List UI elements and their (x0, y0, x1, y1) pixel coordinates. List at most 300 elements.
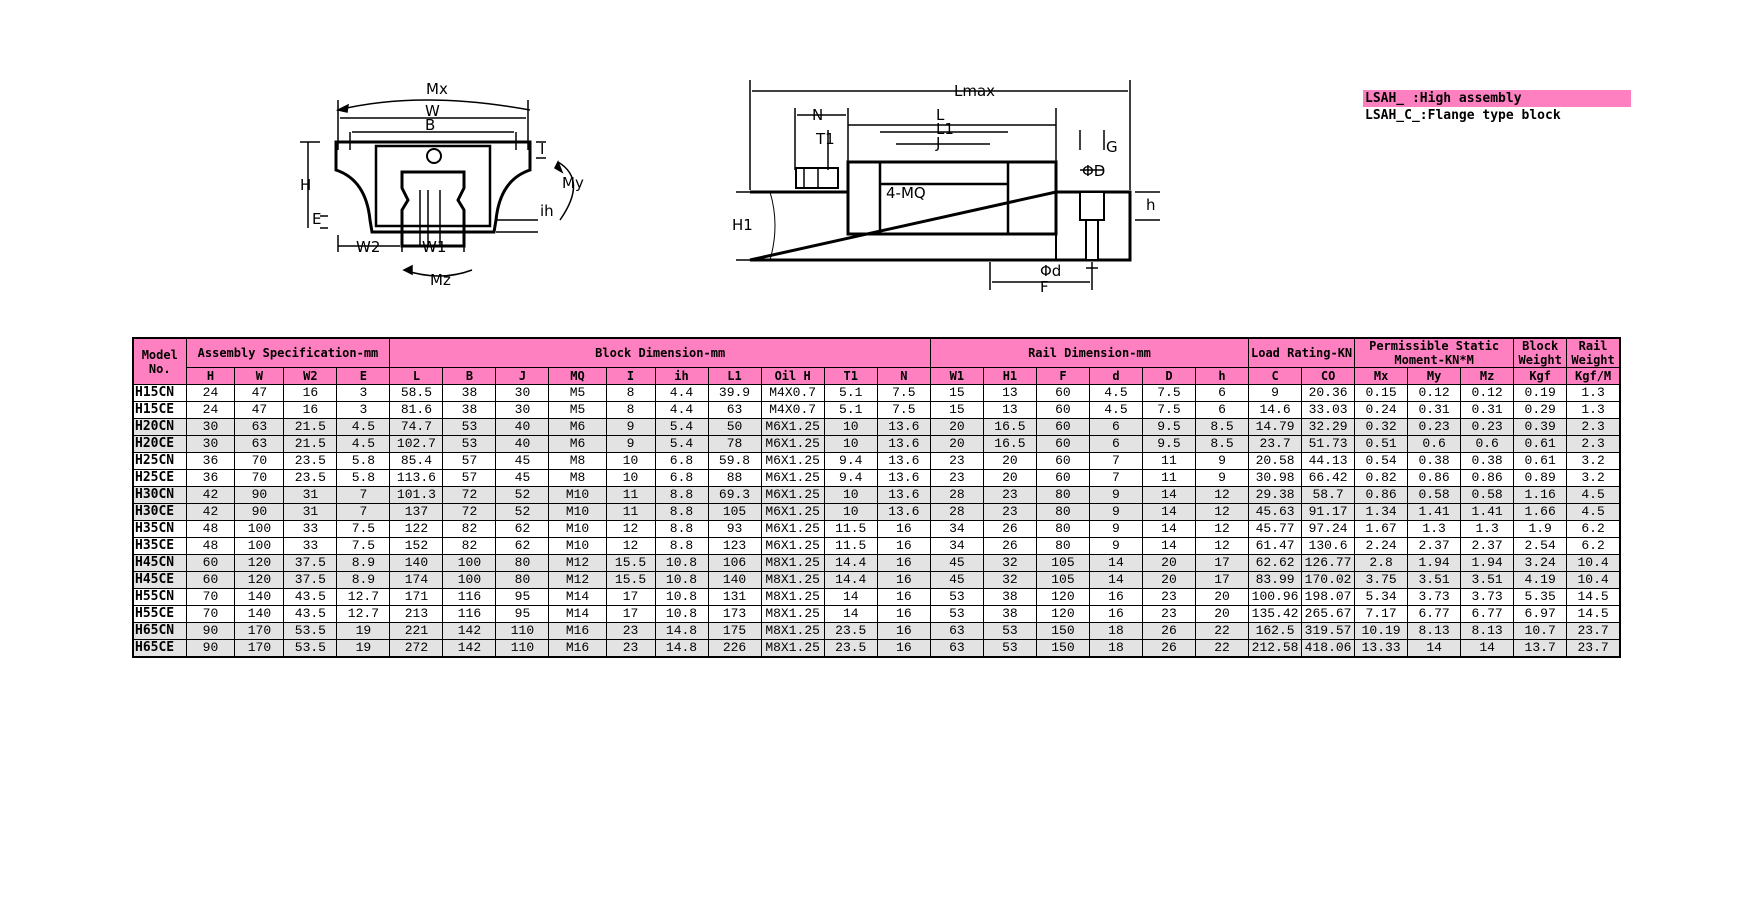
value-cell: 0.89 (1514, 470, 1567, 487)
value-cell: 6.77 (1461, 606, 1514, 623)
i-label: I (540, 140, 545, 158)
value-cell: 0.54 (1355, 453, 1408, 470)
value-cell: 37.5 (284, 572, 337, 589)
value-cell: 45.77 (1249, 521, 1302, 538)
value-cell: 45 (930, 555, 983, 572)
value-cell: 52 (496, 487, 549, 504)
value-cell: 140 (235, 606, 284, 623)
column-header: E (337, 368, 390, 385)
value-cell: M6 (549, 419, 606, 436)
value-cell: 6.97 (1514, 606, 1567, 623)
value-cell: 3.24 (1514, 555, 1567, 572)
value-cell: 11.5 (824, 538, 877, 555)
value-cell: 0.38 (1408, 453, 1461, 470)
value-cell: 14 (1089, 555, 1142, 572)
value-cell: 1.67 (1355, 521, 1408, 538)
value-cell: 48 (186, 521, 235, 538)
value-cell: M8 (549, 453, 606, 470)
value-cell: 142 (443, 640, 496, 658)
value-cell: 0.31 (1461, 402, 1514, 419)
value-cell: 26 (1142, 623, 1195, 640)
value-cell: 2.24 (1355, 538, 1408, 555)
column-header: d (1089, 368, 1142, 385)
value-cell: 123 (708, 538, 761, 555)
value-cell: 60 (186, 555, 235, 572)
value-cell: 80 (496, 555, 549, 572)
value-cell: 135.42 (1249, 606, 1302, 623)
f-label: F (1040, 278, 1049, 296)
value-cell: 69.3 (708, 487, 761, 504)
value-cell: 13 (983, 402, 1036, 419)
model-cell: H15CE (133, 402, 186, 419)
value-cell: 10.4 (1567, 555, 1620, 572)
value-cell: M6 (549, 436, 606, 453)
value-cell: 40 (496, 436, 549, 453)
model-cell: H55CN (133, 589, 186, 606)
value-cell: 5.8 (337, 470, 390, 487)
value-cell: 6.8 (655, 470, 708, 487)
mz-label: Mz (430, 271, 451, 289)
value-cell: 47 (235, 385, 284, 402)
model-cell: H65CE (133, 640, 186, 658)
table-row (133, 402, 1620, 419)
value-cell: 30 (496, 385, 549, 402)
value-cell: 0.31 (1408, 402, 1461, 419)
legend-line-flange-block: LSAH_C_:Flange type block (1365, 108, 1561, 123)
value-cell: 100 (235, 538, 284, 555)
value-cell: 14 (1142, 521, 1195, 538)
value-cell: 7.5 (1142, 402, 1195, 419)
value-cell: 62 (496, 521, 549, 538)
value-cell: 1.94 (1461, 555, 1514, 572)
column-header: W (235, 368, 284, 385)
column-header: Mx (1355, 368, 1408, 385)
value-cell: 102.7 (390, 436, 443, 453)
value-cell: 43.5 (284, 606, 337, 623)
specification-table (132, 337, 1621, 658)
value-cell: 6 (1195, 402, 1248, 419)
model-cell: H65CN (133, 623, 186, 640)
value-cell: 70 (235, 453, 284, 470)
value-cell: 7.5 (877, 385, 930, 402)
value-cell: 20 (1195, 589, 1248, 606)
value-cell: M10 (549, 504, 606, 521)
value-cell: 105 (1036, 555, 1089, 572)
value-cell: 120 (235, 555, 284, 572)
value-cell: 1.94 (1408, 555, 1461, 572)
value-cell: 10.8 (655, 589, 708, 606)
value-cell: 9 (1089, 538, 1142, 555)
value-cell: 106 (708, 555, 761, 572)
value-cell: 42 (186, 487, 235, 504)
value-cell: 12 (1195, 504, 1248, 521)
value-cell: 23 (1142, 606, 1195, 623)
value-cell: 8.5 (1195, 419, 1248, 436)
value-cell: 221 (390, 623, 443, 640)
value-cell: 20 (1142, 555, 1195, 572)
value-cell: 90 (235, 504, 284, 521)
value-cell: 93 (708, 521, 761, 538)
value-cell: 12 (1195, 521, 1248, 538)
value-cell: 14.5 (1567, 589, 1620, 606)
value-cell: 8.9 (337, 572, 390, 589)
e-label: E (312, 210, 322, 228)
value-cell: 12 (606, 521, 655, 538)
value-cell: 20 (983, 453, 1036, 470)
value-cell: 21.5 (284, 419, 337, 436)
value-cell: 7 (337, 487, 390, 504)
value-cell: 2.3 (1567, 436, 1620, 453)
value-cell: 3.51 (1461, 572, 1514, 589)
value-cell: 47 (235, 402, 284, 419)
value-cell: 101.3 (390, 487, 443, 504)
value-cell: 39.9 (708, 385, 761, 402)
value-cell: M6X1.25 (761, 504, 824, 521)
value-cell: 14.5 (1567, 606, 1620, 623)
mq-label: 4-MQ (886, 184, 926, 202)
value-cell: 9.5 (1142, 419, 1195, 436)
column-header: F (1036, 368, 1089, 385)
value-cell: 31 (284, 504, 337, 521)
value-cell: 72 (443, 487, 496, 504)
value-cell: 14 (824, 589, 877, 606)
value-cell: 10 (606, 470, 655, 487)
value-cell: 24 (186, 402, 235, 419)
value-cell: 91.17 (1302, 504, 1355, 521)
value-cell: 0.58 (1461, 487, 1514, 504)
value-cell: 13 (983, 385, 1036, 402)
value-cell: 53.5 (284, 623, 337, 640)
value-cell: 162.5 (1249, 623, 1302, 640)
value-cell: 6 (1195, 385, 1248, 402)
value-cell: 11.5 (824, 521, 877, 538)
value-cell: M10 (549, 521, 606, 538)
value-cell: 0.24 (1355, 402, 1408, 419)
model-cell: H45CN (133, 555, 186, 572)
value-cell: 12 (1195, 538, 1248, 555)
value-cell: 10.8 (655, 572, 708, 589)
ih-label: ih (540, 202, 554, 220)
value-cell: 37.5 (284, 555, 337, 572)
legend (1363, 90, 1631, 124)
value-cell: 20 (1142, 572, 1195, 589)
front-view-drawing (300, 70, 620, 330)
value-cell: 60 (186, 572, 235, 589)
value-cell: 0.61 (1514, 436, 1567, 453)
value-cell: 95 (496, 606, 549, 623)
column-header: B (443, 368, 496, 385)
value-cell: 97.24 (1302, 521, 1355, 538)
value-cell: 2.54 (1514, 538, 1567, 555)
value-cell: 0.86 (1461, 470, 1514, 487)
column-header: L1 (708, 368, 761, 385)
value-cell: 4.5 (1089, 385, 1142, 402)
value-cell: 10.19 (1355, 623, 1408, 640)
value-cell: 0.61 (1514, 453, 1567, 470)
value-cell: 58.5 (390, 385, 443, 402)
value-cell: 20 (983, 470, 1036, 487)
value-cell: M6X1.25 (761, 453, 824, 470)
value-cell: 12 (1195, 487, 1248, 504)
value-cell: 60 (1036, 402, 1089, 419)
value-cell: 50 (708, 419, 761, 436)
value-cell: 10.4 (1567, 572, 1620, 589)
value-cell: 53 (443, 436, 496, 453)
column-header: J (496, 368, 549, 385)
value-cell: 14.8 (655, 623, 708, 640)
value-cell: 131 (708, 589, 761, 606)
value-cell: 23 (930, 470, 983, 487)
value-cell: 63 (235, 436, 284, 453)
value-cell: 226 (708, 640, 761, 658)
value-cell: 120 (235, 572, 284, 589)
value-cell: 13.33 (1355, 640, 1408, 658)
value-cell: 63 (930, 640, 983, 658)
value-cell: 3.73 (1461, 589, 1514, 606)
value-cell: 319.57 (1302, 623, 1355, 640)
side-view-drawing (732, 70, 1160, 300)
value-cell: 32 (983, 572, 1036, 589)
value-cell: 0.12 (1408, 385, 1461, 402)
value-cell: 16 (1089, 589, 1142, 606)
value-cell: 21.5 (284, 436, 337, 453)
value-cell: 13.6 (877, 470, 930, 487)
value-cell: 120 (1036, 589, 1089, 606)
value-cell: 38 (443, 385, 496, 402)
column-header: Oil H (761, 368, 824, 385)
value-cell: 48 (186, 538, 235, 555)
model-cell: H20CN (133, 419, 186, 436)
value-cell: 33 (284, 538, 337, 555)
value-cell: 17 (606, 589, 655, 606)
value-cell: 17 (606, 606, 655, 623)
value-cell: 14.6 (1249, 402, 1302, 419)
value-cell: 171 (390, 589, 443, 606)
value-cell: M8X1.25 (761, 640, 824, 658)
value-cell: 31 (284, 487, 337, 504)
value-cell: 0.19 (1514, 385, 1567, 402)
value-cell: 23.5 (284, 470, 337, 487)
value-cell: 3.2 (1567, 453, 1620, 470)
value-cell: 116 (443, 606, 496, 623)
j-label: J (936, 134, 941, 152)
value-cell: M12 (549, 555, 606, 572)
value-cell: 5.4 (655, 419, 708, 436)
value-cell: 23.5 (824, 623, 877, 640)
value-cell: 13.6 (877, 436, 930, 453)
value-cell: 5.1 (824, 385, 877, 402)
value-cell: 5.8 (337, 453, 390, 470)
column-header: CO (1302, 368, 1355, 385)
value-cell: 1.41 (1408, 504, 1461, 521)
value-cell: 213 (390, 606, 443, 623)
value-cell: 0.32 (1355, 419, 1408, 436)
value-cell: 19 (337, 640, 390, 658)
value-cell: 16 (877, 623, 930, 640)
value-cell: 63 (708, 402, 761, 419)
value-cell: 8.13 (1461, 623, 1514, 640)
table-row (133, 436, 1620, 453)
value-cell: 22 (1195, 640, 1248, 658)
value-cell: 18 (1089, 623, 1142, 640)
value-cell: 100.96 (1249, 589, 1302, 606)
value-cell: 23.7 (1567, 640, 1620, 658)
value-cell: 142 (443, 623, 496, 640)
table-row (133, 504, 1620, 521)
column-header: H (186, 368, 235, 385)
value-cell: 30 (186, 436, 235, 453)
value-cell: 3 (337, 385, 390, 402)
value-cell: 57 (443, 470, 496, 487)
value-cell: 23.5 (824, 640, 877, 658)
value-cell: 80 (1036, 538, 1089, 555)
value-cell: 3.73 (1408, 589, 1461, 606)
column-header: Kgf (1514, 368, 1567, 385)
value-cell: 13.6 (877, 504, 930, 521)
value-cell: 14 (1461, 640, 1514, 658)
value-cell: 20 (1195, 606, 1248, 623)
value-cell: 7 (337, 504, 390, 521)
value-cell: 105 (708, 504, 761, 521)
value-cell: 33.03 (1302, 402, 1355, 419)
model-cell: H20CE (133, 436, 186, 453)
value-cell: 265.67 (1302, 606, 1355, 623)
value-cell: 11 (1142, 470, 1195, 487)
w2-label: W2 (356, 238, 381, 256)
value-cell: 0.51 (1355, 436, 1408, 453)
value-cell: 3.75 (1355, 572, 1408, 589)
value-cell: 57 (443, 453, 496, 470)
model-cell: H45CE (133, 572, 186, 589)
value-cell: 100 (443, 572, 496, 589)
value-cell: 170 (235, 623, 284, 640)
table-body (133, 385, 1620, 658)
value-cell: 7 (1089, 453, 1142, 470)
value-cell: 90 (186, 623, 235, 640)
value-cell: 63 (930, 623, 983, 640)
value-cell: 43.5 (284, 589, 337, 606)
value-cell: 5.4 (655, 436, 708, 453)
value-cell: 20 (930, 436, 983, 453)
table-row (133, 572, 1620, 589)
value-cell: 74.7 (390, 419, 443, 436)
value-cell: M4X0.7 (761, 402, 824, 419)
value-cell: 11 (606, 487, 655, 504)
value-cell: 30 (496, 402, 549, 419)
value-cell: 15 (930, 385, 983, 402)
column-header: h (1195, 368, 1248, 385)
value-cell: 9 (1089, 504, 1142, 521)
value-cell: 52 (496, 504, 549, 521)
value-cell: 16 (877, 589, 930, 606)
table-row (133, 419, 1620, 436)
value-cell: 126.77 (1302, 555, 1355, 572)
value-cell: 16 (284, 385, 337, 402)
value-cell: M16 (549, 640, 606, 658)
value-cell: 16.5 (983, 419, 1036, 436)
value-cell: 16 (877, 640, 930, 658)
column-header: T1 (824, 368, 877, 385)
value-cell: 10.8 (655, 555, 708, 572)
value-cell: 3 (337, 402, 390, 419)
value-cell: 6.2 (1567, 521, 1620, 538)
value-cell: 59.8 (708, 453, 761, 470)
t1-label: T1 (816, 130, 835, 148)
value-cell: 8.8 (655, 504, 708, 521)
value-cell: M4X0.7 (761, 385, 824, 402)
value-cell: 38 (983, 606, 1036, 623)
value-cell: 5.1 (824, 402, 877, 419)
value-cell: 2.3 (1567, 419, 1620, 436)
table-row (133, 640, 1620, 658)
value-cell: 80 (1036, 504, 1089, 521)
value-cell: M10 (549, 538, 606, 555)
value-cell: 23.7 (1567, 623, 1620, 640)
value-cell: 0.29 (1514, 402, 1567, 419)
value-cell: 1.3 (1567, 385, 1620, 402)
table-row (133, 453, 1620, 470)
value-cell: 81.6 (390, 402, 443, 419)
value-cell: M8X1.25 (761, 606, 824, 623)
value-cell: 8.9 (337, 555, 390, 572)
value-cell: 45 (496, 470, 549, 487)
value-cell: 53 (983, 640, 1036, 658)
value-cell: 130.6 (1302, 538, 1355, 555)
model-cell: H35CN (133, 521, 186, 538)
value-cell: 0.15 (1355, 385, 1408, 402)
value-cell: 95 (496, 589, 549, 606)
value-cell: 12.7 (337, 606, 390, 623)
value-cell: 13.6 (877, 453, 930, 470)
value-cell: M6X1.25 (761, 521, 824, 538)
value-cell: 170 (235, 640, 284, 658)
value-cell: 61.47 (1249, 538, 1302, 555)
value-cell: 11 (1142, 453, 1195, 470)
value-cell: 14 (1089, 572, 1142, 589)
value-cell: 6.77 (1408, 606, 1461, 623)
value-cell: 38 (983, 589, 1036, 606)
value-cell: 90 (235, 487, 284, 504)
table-row (133, 606, 1620, 623)
value-cell: 11 (606, 504, 655, 521)
value-cell: 7.5 (877, 402, 930, 419)
value-cell: 152 (390, 538, 443, 555)
value-cell: M10 (549, 487, 606, 504)
column-header: My (1408, 368, 1461, 385)
value-cell: 24 (186, 385, 235, 402)
value-cell: 70 (186, 606, 235, 623)
value-cell: 0.86 (1408, 470, 1461, 487)
table-row (133, 385, 1620, 402)
column-header: D (1142, 368, 1195, 385)
value-cell: M5 (549, 402, 606, 419)
value-cell: 53 (443, 419, 496, 436)
value-cell: M8X1.25 (761, 589, 824, 606)
value-cell: 150 (1036, 640, 1089, 658)
mx-label: Mx (426, 80, 448, 98)
value-cell: 198.07 (1302, 589, 1355, 606)
value-cell: 100 (235, 521, 284, 538)
value-cell: 30.98 (1249, 470, 1302, 487)
value-cell: 13.6 (877, 487, 930, 504)
value-cell: 53 (930, 606, 983, 623)
value-cell: 9 (1195, 470, 1248, 487)
my-label: My (562, 174, 584, 192)
value-cell: 10 (606, 453, 655, 470)
h1-label: H1 (732, 216, 753, 234)
value-cell: 7.5 (1142, 385, 1195, 402)
value-cell: 0.12 (1461, 385, 1514, 402)
